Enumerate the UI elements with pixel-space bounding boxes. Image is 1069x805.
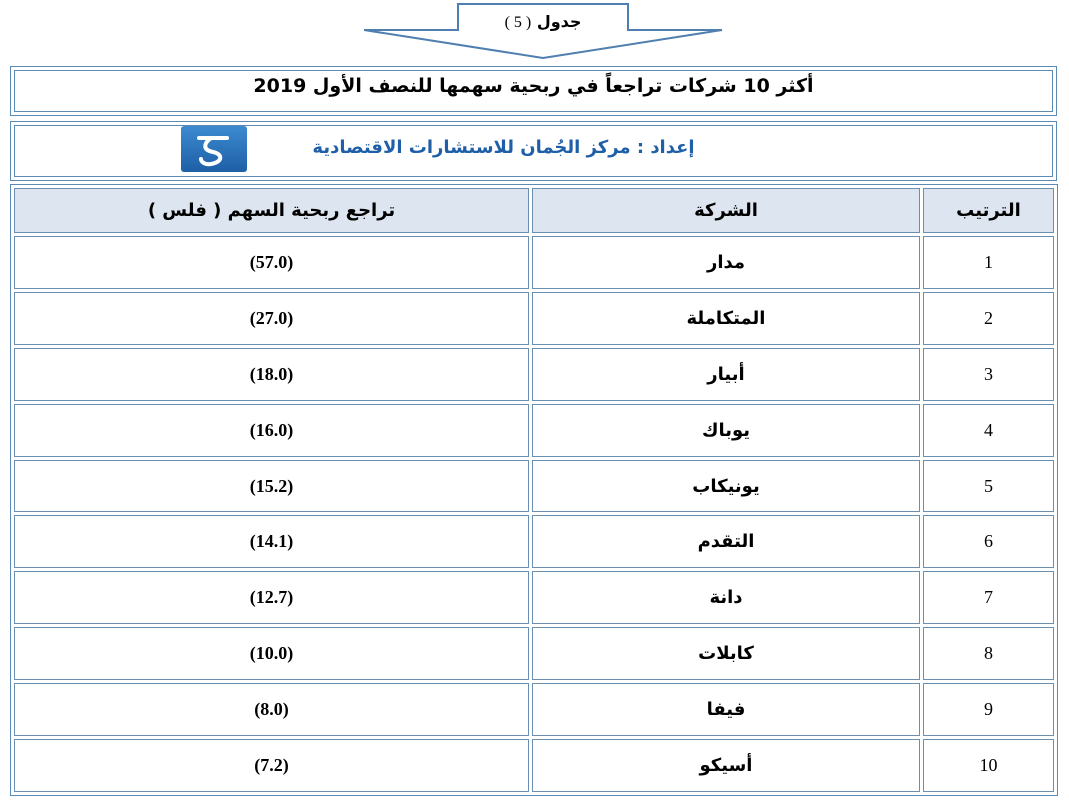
- value-cell: (12.7): [14, 571, 529, 624]
- company-cell: كابلات: [532, 627, 920, 680]
- value-cell: (18.0): [14, 348, 529, 401]
- value-cell: (16.0): [14, 404, 529, 457]
- rank-cell: 5: [923, 460, 1054, 513]
- declining-eps-table: [10, 184, 1058, 796]
- table-row: [14, 683, 1054, 736]
- down-arrow-icon: [360, 2, 726, 62]
- company-cell: المتكاملة: [532, 292, 920, 345]
- header-value: تراجع ربحية السهم ( فلس ): [14, 188, 529, 233]
- table-row: [14, 627, 1054, 680]
- rank-cell: 7: [923, 571, 1054, 624]
- table-label-arrow: [360, 2, 726, 62]
- source-box: [10, 121, 1057, 181]
- company-cell: دانة: [532, 571, 920, 624]
- table-label-text: جدول: [536, 12, 582, 31]
- page-title: أكثر 10 شركات تراجعاً في ربحية سهمها للنصف الأول 2019: [253, 75, 814, 97]
- source-credit: إعداد : مركز الجُمان للاستشارات الاقتصادية: [312, 137, 695, 158]
- table-header-row: [14, 188, 1054, 233]
- table-row: [14, 292, 1054, 345]
- table-row: [14, 348, 1054, 401]
- value-cell: (27.0): [14, 292, 529, 345]
- value-cell: (15.2): [14, 460, 529, 513]
- rank-cell: 3: [923, 348, 1054, 401]
- title-box: [10, 66, 1057, 116]
- jumaan-logo-icon: [181, 126, 247, 172]
- table-number: ( 5 ): [504, 14, 532, 31]
- table-row: [14, 571, 1054, 624]
- value-cell: (7.2): [14, 739, 529, 792]
- value-cell: (14.1): [14, 515, 529, 568]
- rank-cell: 9: [923, 683, 1054, 736]
- rank-cell: 6: [923, 515, 1054, 568]
- company-cell: يوباك: [532, 404, 920, 457]
- rank-cell: 2: [923, 292, 1054, 345]
- value-cell: (57.0): [14, 236, 529, 289]
- table-row: [14, 236, 1054, 289]
- rank-cell: 4: [923, 404, 1054, 457]
- company-cell: التقدم: [532, 515, 920, 568]
- table-row: [14, 404, 1054, 457]
- header-rank: الترتيب: [923, 188, 1054, 233]
- rank-cell: 10: [923, 739, 1054, 792]
- table-row: [14, 739, 1054, 792]
- header-company: الشركة: [532, 188, 920, 233]
- company-cell: أسيكو: [532, 739, 920, 792]
- table-row: [14, 460, 1054, 513]
- value-cell: (10.0): [14, 627, 529, 680]
- rank-cell: 8: [923, 627, 1054, 680]
- table-label: [360, 12, 726, 32]
- company-cell: مدار: [532, 236, 920, 289]
- rank-cell: 1: [923, 236, 1054, 289]
- company-cell: يونيكاب: [532, 460, 920, 513]
- value-cell: (8.0): [14, 683, 529, 736]
- table-row: [14, 515, 1054, 568]
- company-cell: أبيار: [532, 348, 920, 401]
- company-cell: فيفا: [532, 683, 920, 736]
